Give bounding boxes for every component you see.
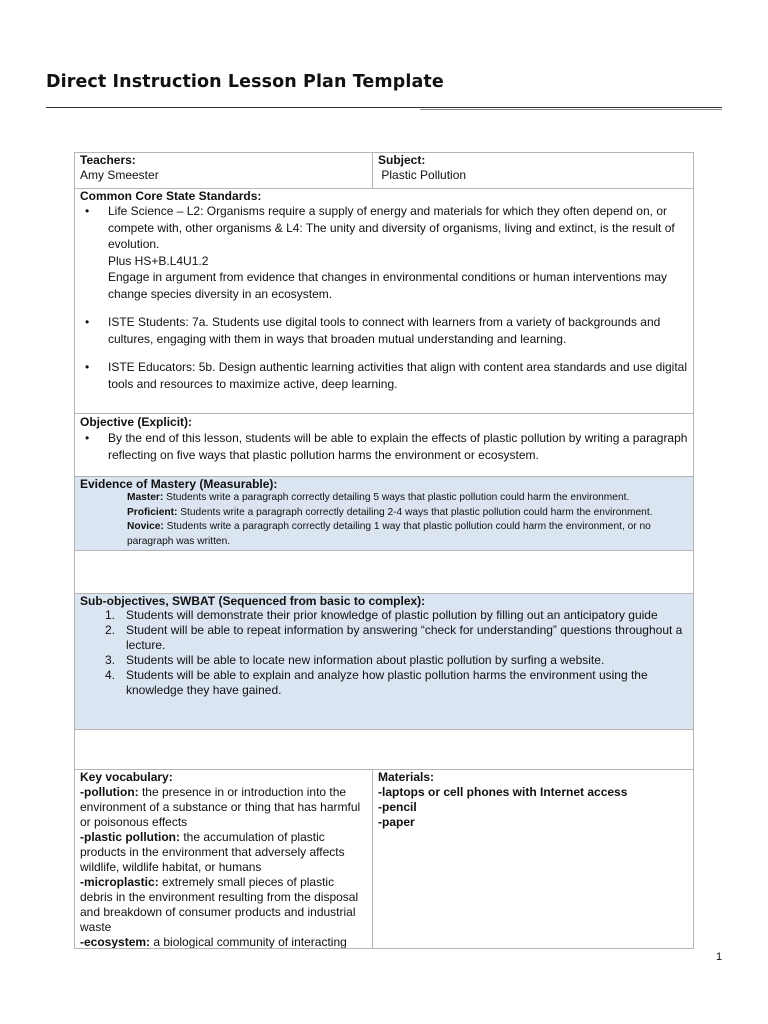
standard-item-iste-students [80,314,688,347]
subobjective-item [80,608,688,623]
mastery-level-master [127,491,688,506]
vocab-item-pollution [80,785,367,830]
subobjective-number: 3. [105,653,116,667]
mastery-cell [74,476,694,551]
vocab-term: -ecosystem: [80,935,151,949]
objective-list [80,430,688,463]
subobjective-text: Student will be able to repeat information by answering “check for understanding” questions throughout a lecture. [126,623,683,652]
subobjective-text: Students will be able to explain and analyze how plastic pollution harms the environment using the knowledge they have gained. [126,668,648,697]
vocab-item-plastic-pollution [80,830,367,875]
mastery-label: Evidence of Mastery (Measurable): [80,477,278,491]
title-divider-secondary [420,109,722,110]
vocab-definition: a biological community of interacting [150,935,347,949]
vocab-item-ecosystem [80,935,367,949]
subobjective-item [80,668,688,698]
subject-cell [372,152,694,189]
standard-item-iste-educators [80,359,688,392]
teachers-value: Amy Smeester [80,168,159,182]
standards-cell [74,188,694,414]
standards-list [80,203,688,392]
vocabulary-cell [74,769,373,949]
materials-item: -pencil [378,800,417,814]
subobjective-item [80,623,688,653]
standards-label: Common Core State Standards: [80,189,262,203]
standard-item-life-science [80,203,688,302]
subobjective-number: 1. [105,608,116,622]
proficient-text: Students write a paragraph correctly detailing 2-4 ways that plastic pollution could harm the environment. [180,506,653,518]
vocab-item-microplastic [80,875,367,935]
subobjectives-label: Sub-objectives, SWBAT (Sequenced from basic to complex): [80,594,426,608]
subobjectives-list [80,608,688,698]
vocab-definition: extremely small pieces of plastic debris in the environment resulting from the disposal and breakdown of consumer products and industrial waste [80,875,359,934]
empty-row-2 [74,729,694,770]
standard-iste-educators-text: ISTE Educators: 5b. Design authentic learning activities that align with content area standards and use digital tools and resources to maximize active, deep learning. [108,360,688,391]
mastery-levels [80,491,688,549]
novice-label: Novice: [127,521,164,532]
document-title: Direct Instruction Lesson Plan Template [46,72,444,92]
vocab-definition: the accumulation of plastic products in the environment that adversely affects wildlife, wildlife habitat, or humans [80,830,345,874]
vocab-term: -microplastic: [80,875,159,889]
master-text: Students write a paragraph correctly detailing 5 ways that plastic pollution could harm the environment. [166,492,630,503]
subobjective-text: Students will be able to locate new information about plastic pollution by surfing a website. [126,653,605,667]
vocab-term: -pollution: [80,785,139,799]
vocab-definition: the presence in or introduction into the environment of a substance or thing that has harmful or poisonous effects [80,785,361,829]
teachers-label: Teachers: [80,153,136,167]
standard-engage-text: Engage in argument from evidence that changes in environmental conditions or human interventions may change species diversity in an ecosystem. [108,270,667,301]
subobjectives-cell [74,593,694,730]
objective-label: Objective (Explicit): [80,415,193,429]
subject-value: Plastic Pollution [381,168,467,182]
teachers-cell [74,152,373,189]
vocabulary-label: Key vocabulary: [80,770,173,784]
proficient-label: Proficient: [127,506,178,518]
materials-cell [372,769,694,949]
standard-plus-code: Plus HS+B.L4U1.2 [108,253,209,268]
standard-iste-students-text: ISTE Students: 7a. Students use digital tools to connect with learners from a variety of backgrounds and cultures, engaging with them in ways that broaden mutual understanding and learning. [108,315,661,346]
vocab-term: -plastic pollution: [80,830,180,844]
subject-label: Subject: [378,153,426,167]
objective-text: By the end of this lesson, students will be able to explain the effects of plastic pollution by writing a paragraph reflecting on five ways that plastic pollution harms the environment or ecosystem. [108,431,688,462]
subobjective-text: Students will demonstrate their prior knowledge of plastic pollution by filling out an anticipatory guide [126,608,658,622]
materials-label: Materials: [378,770,435,784]
subobjective-item [80,653,688,668]
novice-text: Students write a paragraph correctly detailing 1 way that plastic pollution could harm the environment, or no paragraph was written. [127,521,651,547]
objective-item [80,430,688,463]
mastery-level-proficient [127,506,688,521]
mastery-level-novice [127,520,688,549]
materials-item: -laptops or cell phones with Internet access [378,785,628,799]
objective-cell [74,413,694,477]
master-label: Master: [127,492,164,503]
subobjective-number: 4. [105,668,116,682]
page-number: 1 [716,951,723,963]
empty-row-1 [74,550,694,594]
standard-life-science-text: Life Science – L2: Organisms require a supply of energy and materials for which they often depend on, or compete with, other organisms & L4: The unity and diversity of organisms, living and extinct, is the result of evolution. [108,204,675,251]
subobjective-number: 2. [105,623,116,637]
title-divider [46,107,722,108]
materials-item: -paper [378,815,415,829]
